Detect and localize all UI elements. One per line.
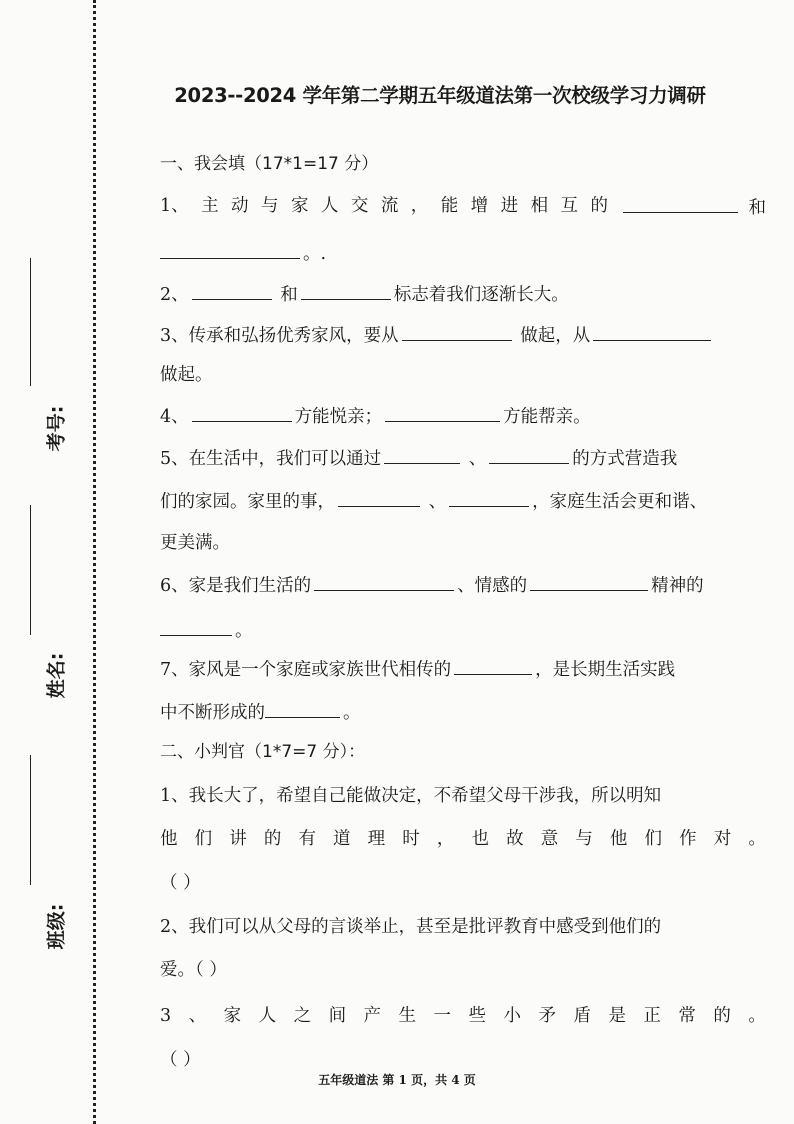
answer-blank[interactable] [160,240,300,259]
s2-q1-char: 时 [402,829,420,849]
s2-q3-char: 3 [160,1006,172,1026]
s1-q6-line2 [160,617,253,643]
name-rule [30,505,31,635]
s2-q1-char: 也 [471,829,489,849]
s1-q1-line1 [160,194,766,220]
answer-blank[interactable] [489,445,569,464]
s2-q3-char: 些 [468,1006,486,1026]
s1-q3-text-a: 3、传承和弘扬优秀家风，要从 [160,326,399,346]
s1-q1-line2 [160,240,326,266]
s1-q2-and: 和 [280,285,298,305]
answer-blank[interactable] [301,281,391,300]
s2-q3-char: 的 [713,1006,731,1026]
answer-blank[interactable] [449,488,529,507]
s1-q1-and: 和 [748,198,766,218]
s1-q4-text-b: 方能帮亲。 [503,407,591,427]
exam-no-label: 考号: [45,405,68,452]
class-rule [30,755,31,885]
answer-blank[interactable] [265,699,340,718]
s1-q5-text-d: 们的家园。家里的事， [160,492,335,512]
s1-q7-text-b: ，是长期生活实践 [535,660,676,680]
s1-q5-text-b: 、 [468,449,487,469]
s1-q5-line2 [160,488,707,514]
s2-q1-line1: 1、我长大了，希望自己能做决定，不希望父母干涉我，所以明知 [160,786,662,806]
s2-q3-char: 产 [363,1006,382,1026]
s1-q1-char: 增 [470,196,489,216]
s2-q3-char: 之 [293,1006,312,1026]
s1-q7-line2 [160,699,361,725]
s2-q1-char: 的 [263,829,282,849]
s1-q3-line1 [160,322,714,348]
s1-q1-char: 能 [440,196,459,216]
answer-blank[interactable] [192,281,272,300]
s1-q6-line1 [160,572,704,598]
s2-q3-char: 家 [223,1006,242,1026]
answer-blank[interactable] [593,322,711,341]
s1-q7-text-d: 。 [343,703,361,723]
s1-q1-char: 流 [380,196,399,216]
s1-q1-char: 的 [590,196,608,216]
s2-q1-char: 们 [644,829,663,849]
s1-q5-text-e: 、 [428,492,447,512]
s2-q3-char: 正 [643,1006,661,1026]
name-label: 姓名: [45,652,68,699]
s2-q3-char: 是 [608,1006,626,1026]
s1-q5-text-c: 的方式营造我 [572,449,678,469]
s1-q2-text: 标志着我们逐渐长大。 [393,285,569,305]
s1-q7-text-a: 7、家风是一个家庭或家族世代相传的 [160,660,452,680]
s1-q1-char: 互 [560,196,579,216]
s2-q1-answer-paren[interactable]: （ ） [160,873,201,893]
s1-q7-text-c: 中不断形成的 [160,703,265,723]
s2-q3-char: 。 [748,1006,766,1026]
s2-q1-char: 道 [333,829,351,849]
answer-blank[interactable] [338,488,420,507]
s1-q1-char: 相 [530,196,549,216]
section1-heading: 一、我会填（17*1=17 分） [160,154,379,174]
answer-blank[interactable] [385,403,500,422]
s1-q6-text-a: 6、家是我们生活的 [160,576,312,596]
s1-q6-text-d: 。 [235,621,253,641]
s2-q1-char: ， [436,829,455,849]
s2-q1-char: 他 [160,829,178,849]
s2-q1-char: 意 [540,829,559,849]
answer-blank[interactable] [623,194,738,213]
s2-q3-answer-paren[interactable]: （ ） [160,1050,201,1070]
page-footer: 五年级道法 第 1 页，共 4 页 [318,1073,476,1087]
s1-q5-text-g: 更美满。 [160,533,230,553]
s1-q1-char: 家 [290,196,309,216]
s1-q4-text-a: 方能悦亲； [294,407,383,427]
s2-q1-char: 故 [506,829,524,849]
answer-blank[interactable] [402,322,512,341]
s2-q3-char: 常 [678,1006,696,1026]
s1-q2-num: 2、 [160,285,189,305]
answer-blank[interactable] [530,572,648,591]
s1-q2 [160,281,569,307]
binding-dotted-line [93,0,96,1124]
class-label: 班级: [45,903,68,950]
s2-q3-char: 小 [503,1006,521,1026]
answer-blank[interactable] [192,403,292,422]
s1-q7-line1 [160,656,675,682]
answer-blank[interactable] [160,617,232,636]
s2-q3-line1 [160,1004,766,1028]
s2-q1-char: 有 [298,829,316,849]
s2-q1-char: 作 [679,829,697,849]
s1-q1-char: 与 [261,196,279,216]
answer-blank[interactable] [454,656,532,675]
s1-q4 [160,403,591,429]
s2-q1-char: 理 [367,829,386,849]
s1-q1-end: 。. [303,244,327,264]
s1-q6-text-c: 精神的 [651,576,704,596]
s2-q2-line2[interactable]: 爱。（ ） [160,960,227,980]
s1-q1-char: 交 [350,196,369,216]
s2-q1-char: 讲 [229,829,247,849]
s2-q1-char: 与 [575,829,593,849]
s1-q5-text-a: 5、在生活中，我们可以通过 [160,449,382,469]
s1-q3-text-b: 做起，从 [520,326,591,346]
s1-q5-text-f: ，家庭生活会更和谐、 [532,492,708,512]
s2-q1-line2 [160,827,766,851]
s2-q1-char: 。 [748,829,766,849]
s2-q3-char: 盾 [573,1006,591,1026]
exam-no-rule [30,258,31,386]
section2-heading: 二、小判官（1*7=7 分）： [160,742,366,762]
s2-q3-char: 生 [398,1006,417,1026]
s1-q1-char: 进 [500,196,519,216]
s2-q3-char: 人 [258,1006,277,1026]
answer-blank[interactable] [314,572,454,591]
answer-blank[interactable] [384,445,460,464]
s1-q1-char: ， [410,196,429,216]
s2-q3-char: 矛 [538,1006,556,1026]
s2-q3-char: 一 [433,1006,452,1026]
s1-q1-char: 1、 [160,196,189,216]
s2-q1-char: 他 [609,829,628,849]
s1-q1-char: 动 [231,196,249,216]
s1-q5-line1 [160,445,677,471]
s2-q2-line1: 2、我们可以从父母的言谈举止，甚至是批评教育中感受到他们的 [160,917,662,937]
s1-q3-text-c: 做起。 [160,365,213,385]
s1-q1-char: 人 [320,196,339,216]
s1-q6-text-b: 、情感的 [457,576,528,596]
s1-q4-num: 4、 [160,407,189,427]
s1-q1-char: 主 [201,196,219,216]
s2-q1-char: 对 [713,829,732,849]
s2-q3-char: 间 [328,1006,347,1026]
s2-q3-char: 、 [188,1006,207,1026]
page-title: 2023--2024 学年第二学期五年级道法第一次校级学习力调研 [174,84,706,107]
s2-q1-char: 们 [194,829,213,849]
